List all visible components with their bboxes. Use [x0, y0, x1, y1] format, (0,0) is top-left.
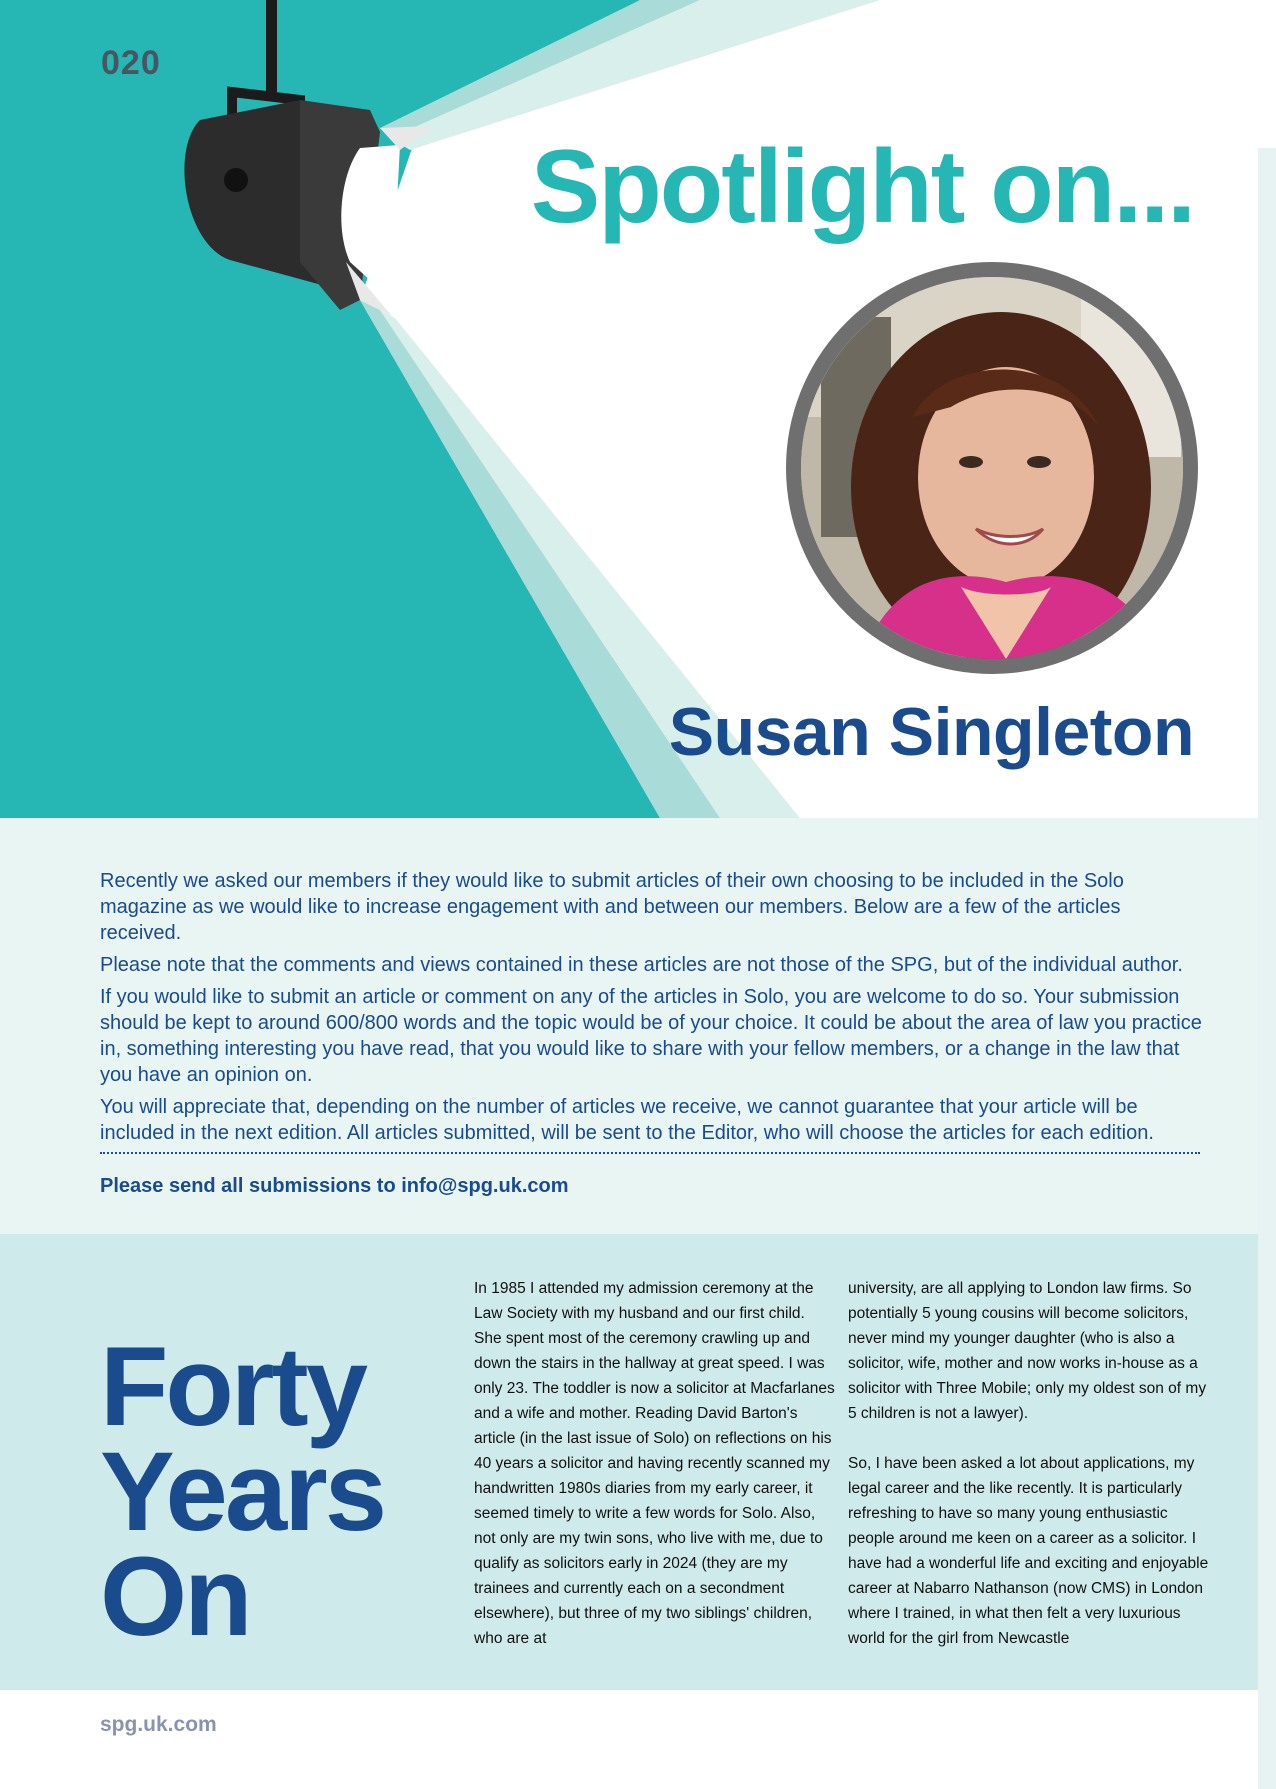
article-title-line: On — [100, 1534, 250, 1659]
intro-paragraph: Please note that the comments and views contained in these articles are not those of the SPG, but of the individual author. — [100, 954, 1183, 976]
article-paragraph: university, are all applying to London law firms. So potentially 5 young cousins will become solicitors, never mind my younger daughter (who is also a solicitor, wife, mother and now works in-house as a solicitor with Three Mobile; only my oldest son of my 5 children is not a lawyer). — [848, 1280, 1207, 1422]
article-section — [0, 1234, 1258, 1690]
portrait-illustration — [801, 277, 1183, 659]
portrait-photo — [786, 262, 1198, 674]
page-edge-strip — [1258, 148, 1276, 1789]
page-number: 020 — [101, 44, 161, 82]
dotted-divider — [100, 1152, 1200, 1154]
intro-paragraph: You will appreciate that, depending on the number of articles we receive, we cannot guarantee that your article will be included in the next edition. All articles submitted, will be sent to the Editor, who will choose the articles for each edition. — [100, 1096, 1154, 1144]
article-paragraph: So, I have been asked a lot about applications, my legal career and the like recently. It is particularly refreshing to have so many young enthusiastic people around me keen on a career as a solicitor. I have had a wonderful life and exciting and enjoyable career at Nabarro Nathanson (now CMS) in London where I trained, in what then felt a very luxurious world for the girl from Newcastle — [848, 1455, 1209, 1647]
intro-section — [0, 818, 1258, 1234]
article-title — [100, 1324, 440, 1659]
submission-note[interactable]: Please send all submissions to info@spg.uk.com — [100, 1175, 569, 1197]
person-name: Susan Singleton — [668, 694, 1194, 770]
article-title-line: Years — [100, 1429, 384, 1554]
intro-text — [100, 868, 1202, 1152]
footer-url[interactable]: spg.uk.com — [100, 1713, 217, 1736]
article-title-line: Forty — [100, 1324, 365, 1449]
article-paragraph: In 1985 I attended my admission ceremony at the Law Society with my husband and our first child. She spent most of the ceremony crawling up and down the stairs in the hallway at great speed. I was only 23. The toddler is now a solicitor at Macfarlanes and a wife and mother. Reading David Barton's article (in the last issue of Solo) on reflections on his 40 years a solicitor and having recently scanned my handwritten 1980s diaries from my early career, it seemed timely to write a few words for Solo. Also, not only are my twin sons, who live with me, due to qualify as solicitors early in 2024 (they are my trainees and currently each on a secondment elsewhere), but three of my two siblings' children, who are at — [474, 1280, 835, 1647]
article-column-1 — [474, 1276, 836, 1676]
article-column-2 — [848, 1276, 1210, 1676]
page-title: Spotlight on... — [530, 129, 1194, 245]
hero-section — [0, 0, 1276, 818]
intro-paragraph: If you would like to submit an article or comment on any of the articles in Solo, you are welcome to do so. Your submission should be kept to around 600/800 words and the topic would be of your choice. It could be about the area of law you practice in, something interesting you have read, that you would like to share with your fellow members, or a change in the law that you have an opinion on. — [100, 986, 1202, 1086]
intro-paragraph: Recently we asked our members if they would like to submit articles of their own choosing to be included in the Solo magazine as we would like to increase engagement with and between our members. Below are a few of the articles received. — [100, 870, 1124, 944]
